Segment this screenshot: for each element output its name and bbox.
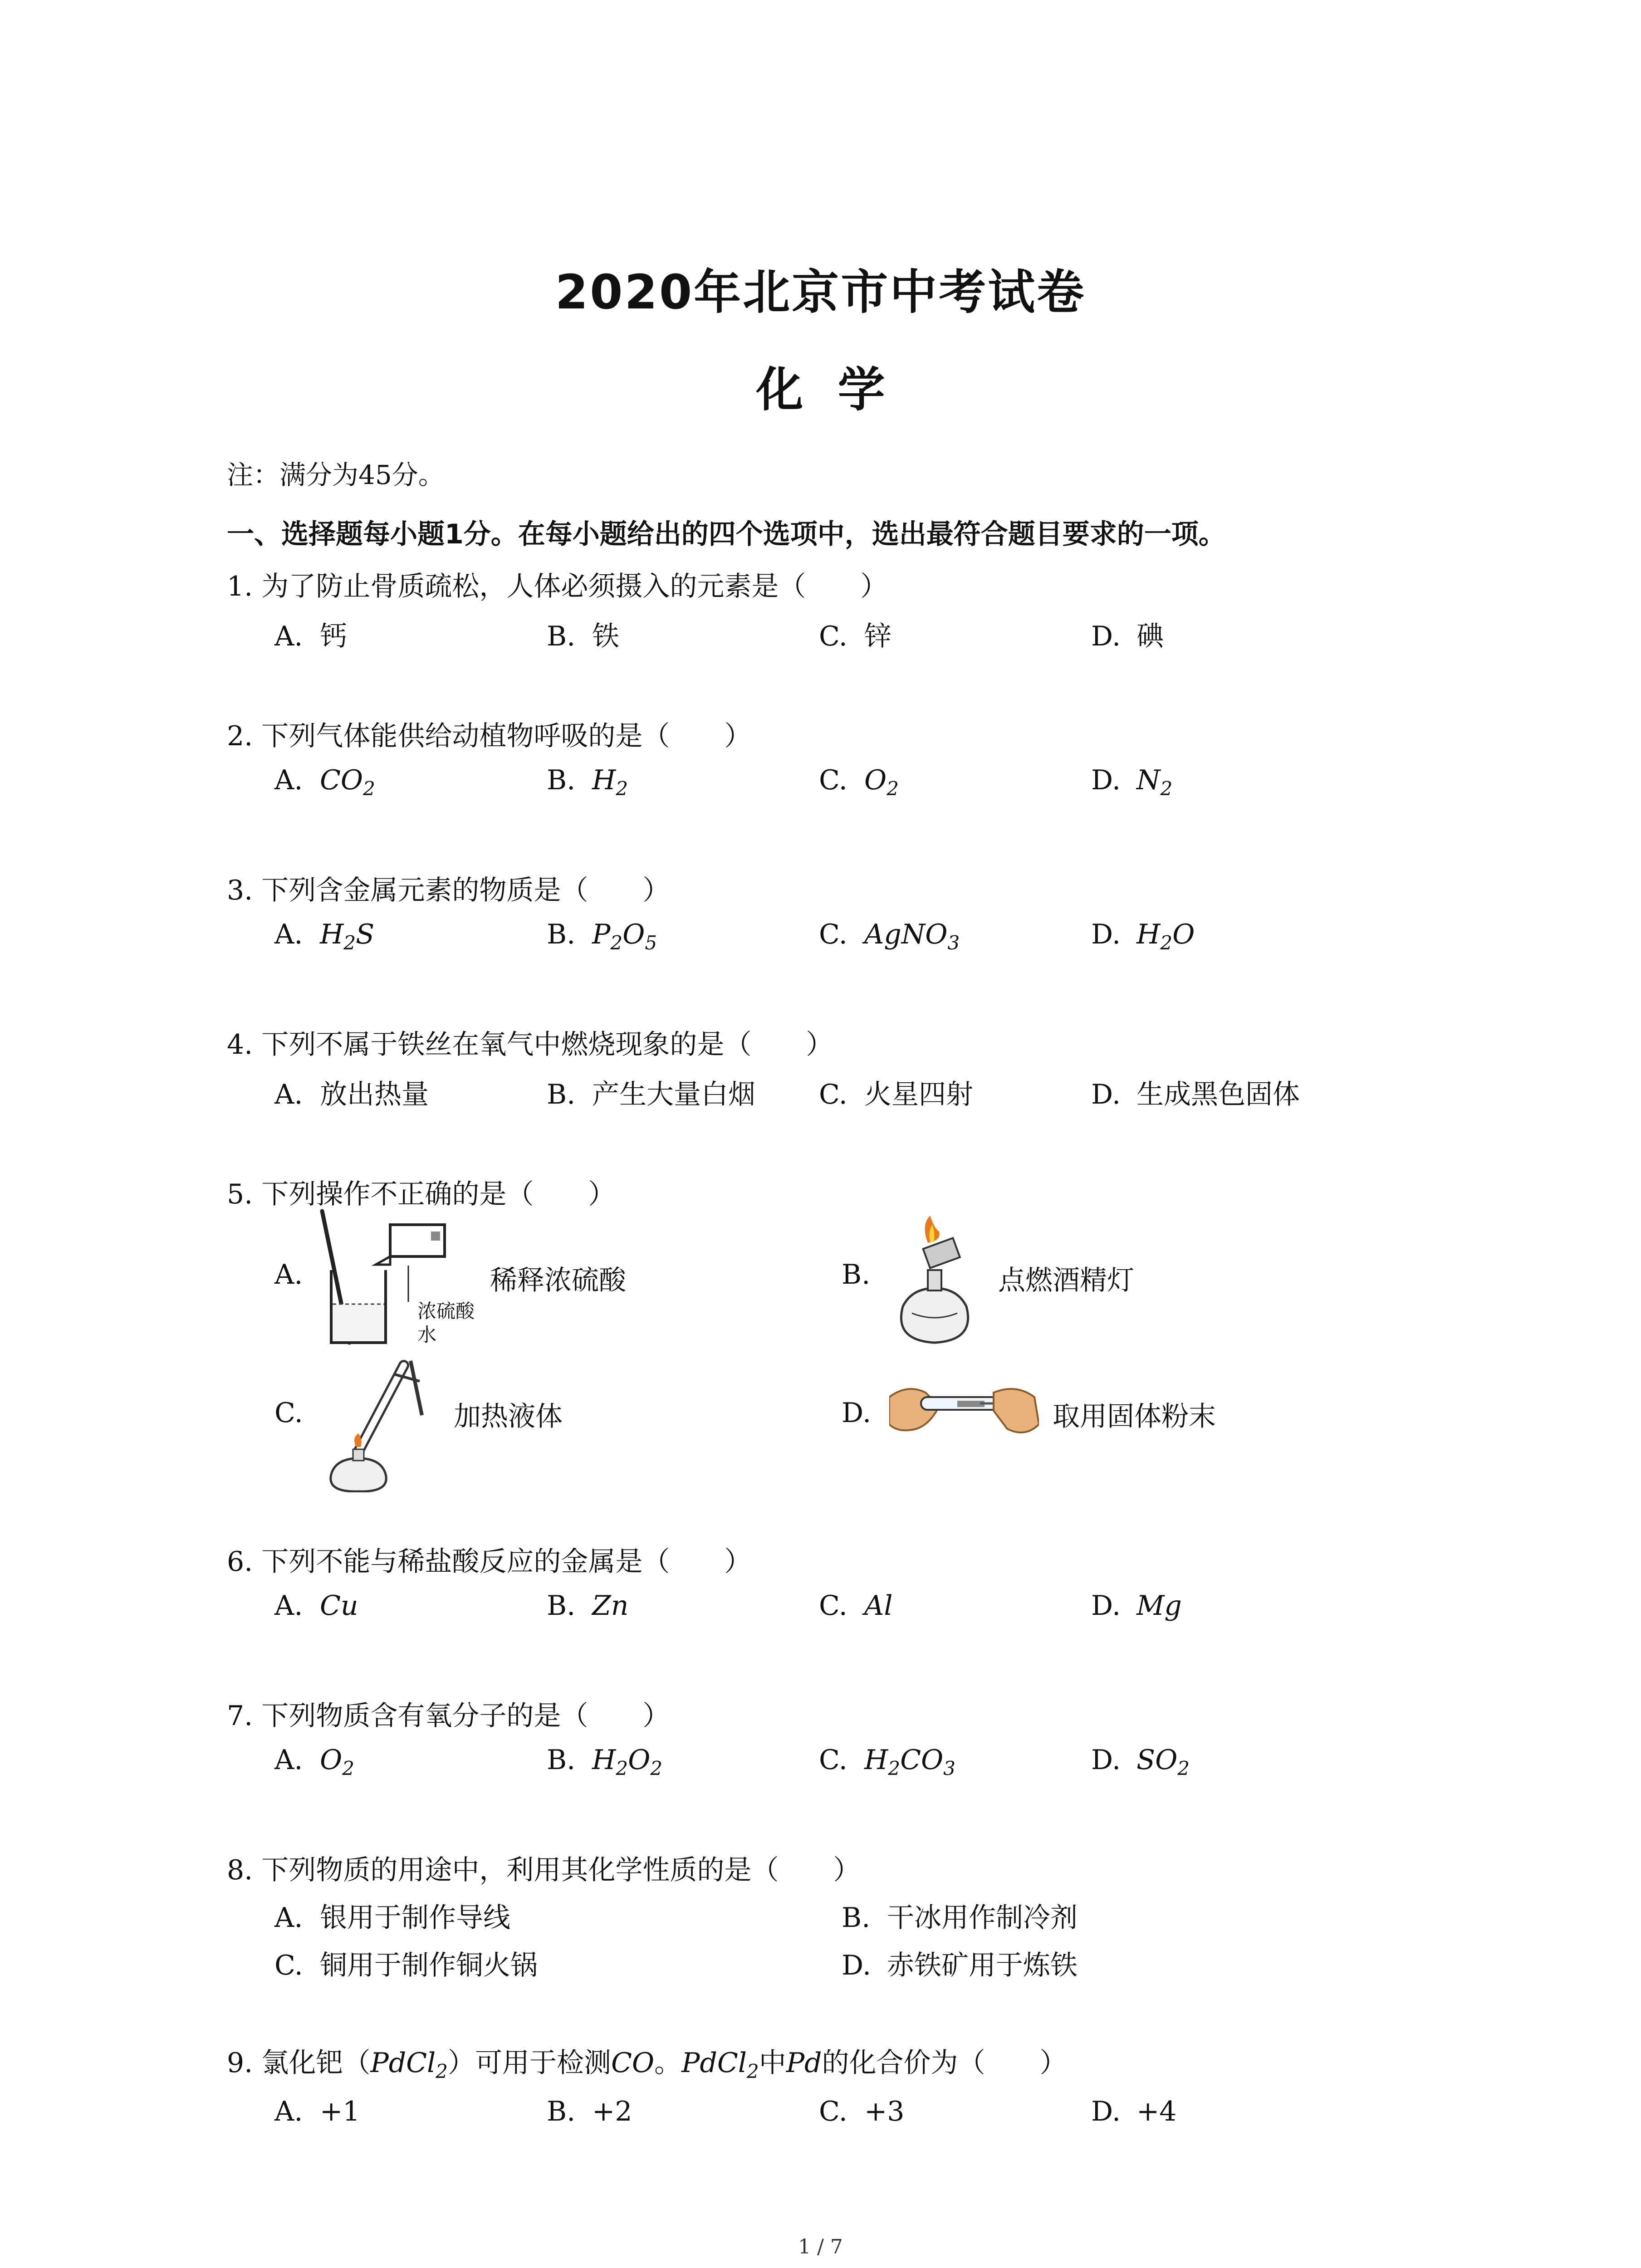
q5-option-d-key[interactable]: D. [842,1397,872,1429]
question-1-stem: 1. 为了防止骨质疏松，人体必须摄入的元素是（ ） [227,571,888,602]
q4-option-b[interactable]: B. 产生大量白烟 [547,1079,755,1110]
question-2-stem: 2. 下列气体能供给动植物呼吸的是（ ） [227,720,752,752]
q1-option-d[interactable]: D. 碘 [1091,621,1164,652]
q5-option-c-key[interactable]: C. [274,1397,303,1429]
q1-option-a[interactable]: A. 钙 [274,621,347,652]
q3-option-b[interactable]: B. $P_2O_5$ [547,919,657,954]
question-8-stem: 8. 下列物质的用途中，利用其化学性质的是（ ） [227,1854,861,1886]
q7-option-b[interactable]: B. $H_2O_2$ [547,1744,662,1779]
question-6-stem: 6. 下列不能与稀盐酸反应的金属是（ ） [227,1546,752,1578]
subject-title: 化 学 [756,362,885,417]
q5-option-a-key[interactable]: A. [274,1259,303,1290]
q8-option-b[interactable]: B. 干冰用作制冷剂 [842,1902,1078,1934]
q7-option-a[interactable]: A. $O_2$ [274,1744,354,1779]
q8-option-c[interactable]: C. 铜用于制作铜火锅 [274,1950,538,1981]
fig-label-water: 水 [417,1324,437,1346]
q9-option-c[interactable]: C. +3 [819,2096,905,2127]
q1-option-b[interactable]: B. 铁 [547,621,619,652]
section-heading: 一、选择题每小题1分。在每小题给出的四个选项中，选出最符合题目要求的一项。 [227,518,1226,550]
q6-option-b[interactable]: B. Zn [547,1590,629,1622]
q5-option-b-text: 点燃酒精灯 [998,1265,1134,1296]
page-number: 1 / 7 [798,2235,843,2258]
q3-option-a[interactable]: A. $H_2S$ [274,919,375,954]
q2-option-a[interactable]: A. $CO_2$ [274,764,375,800]
question-3-stem: 3. 下列含金属元素的物质是（ ） [227,875,670,906]
q1-option-c[interactable]: C. 锌 [819,621,892,652]
question-5-stem: 5. 下列操作不正确的是（ ） [227,1178,616,1210]
q6-option-a[interactable]: A. Cu [274,1590,358,1622]
q2-option-d[interactable]: D. $N_2$ [1091,764,1173,800]
q7-option-c[interactable]: C. $H_2CO_3$ [819,1744,955,1779]
q5-option-c-text: 加热液体 [454,1401,563,1432]
dilute-sulfuric-acid-figure [318,1207,499,1356]
question-7-stem: 7. 下列物质含有氧分子的是（ ） [227,1700,670,1732]
question-9-stem: 9. 氯化钯（PdCl$_2$）可用于检测CO。PdCl$_2$中Pd的化合价为（ ） [227,2047,1067,2082]
q4-option-d[interactable]: D. 生成黑色固体 [1091,1079,1300,1110]
q8-option-a[interactable]: A. 银用于制作导线 [274,1902,510,1934]
q3-option-c[interactable]: C. AgNO$_3$ [819,919,960,954]
question-4-stem: 4. 下列不属于铁丝在氧气中燃烧现象的是（ ） [227,1029,833,1061]
heating-liquid-figure [318,1356,436,1492]
q6-option-c[interactable]: C. Al [819,1590,893,1622]
q9-option-a[interactable]: A. +1 [274,2096,360,2127]
q4-option-a[interactable]: A. 放出热量 [274,1079,429,1110]
q9-option-b[interactable]: B. +2 [547,2096,632,2127]
page-title: 2020年北京市中考试卷 [555,264,1086,320]
q3-option-d[interactable]: D. $H_2O$ [1091,919,1195,954]
q2-option-b[interactable]: B. $H_2$ [547,764,628,800]
fig-label-acid: 浓硫酸 [417,1300,475,1322]
q7-option-d[interactable]: D. $SO_2$ [1091,1744,1190,1779]
q9-option-d[interactable]: D. +4 [1091,2096,1177,2127]
q5-option-d-text: 取用固体粉末 [1053,1401,1216,1432]
score-note: 注：满分为45分。 [227,459,445,490]
q6-option-d[interactable]: D. Mg [1091,1590,1182,1622]
q5-option-b-key[interactable]: B. [842,1259,871,1290]
powder-tube-figure [889,1374,1039,1447]
q8-option-d[interactable]: D. 赤铁矿用于炼铁 [842,1950,1078,1981]
q2-option-c[interactable]: C. $O_2$ [819,764,899,800]
alcohol-lamp-figure [885,1216,985,1347]
q5-option-a-text: 稀释浓硫酸 [490,1265,626,1296]
q4-option-c[interactable]: C. 火星四射 [819,1079,973,1110]
